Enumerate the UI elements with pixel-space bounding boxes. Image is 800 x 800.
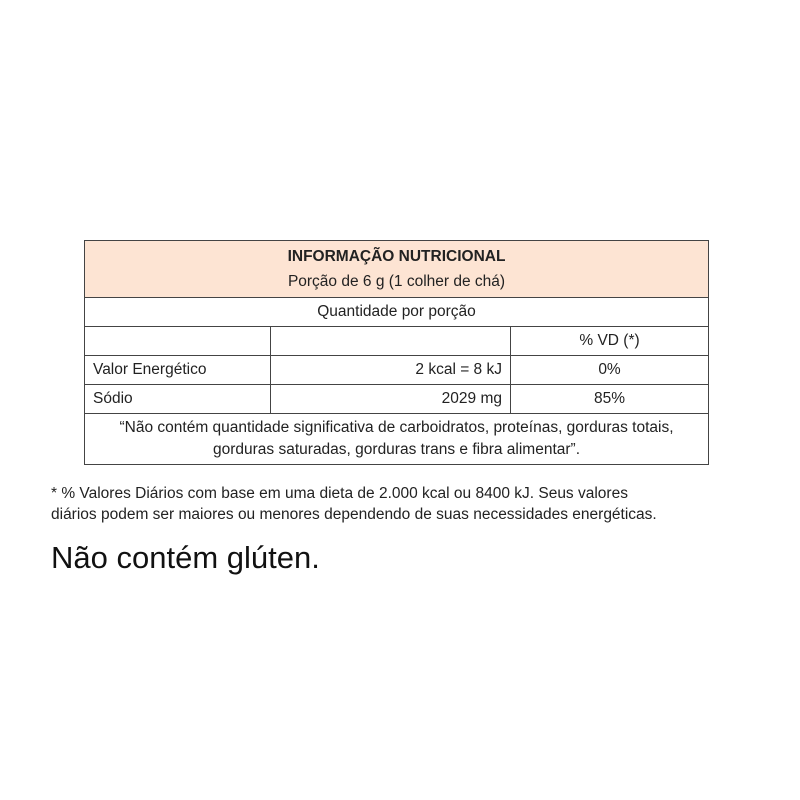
nutrient-amount: 2 kcal = 8 kJ xyxy=(271,356,511,385)
nutrient-amount: 2029 mg xyxy=(271,385,511,414)
vd-column-header: % VD (*) xyxy=(511,327,709,356)
nutrient-vd: 85% xyxy=(511,385,709,414)
quantity-per-portion-label: Quantidade por porção xyxy=(85,298,709,327)
portion-size: Porção de 6 g (1 colher de chá) xyxy=(287,273,506,290)
nutrient-vd: 0% xyxy=(511,356,709,385)
nutrient-name: Valor Energético xyxy=(85,356,271,385)
table-header xyxy=(85,241,709,298)
quantity-header-row xyxy=(85,298,709,327)
footnote-line: * % Valores Diários com base em uma dieta de 2.000 kcal ou 8400 kJ. Seus valores xyxy=(51,485,628,502)
table-row xyxy=(85,356,709,385)
empty-header-cell xyxy=(271,327,511,356)
nutrient-name: Sódio xyxy=(85,385,271,414)
footnote-line: diários podem ser maiores ou menores dependendo de suas necessidades energéticas. xyxy=(51,506,657,523)
table-title: INFORMAÇÃO NUTRICIONAL xyxy=(287,248,506,265)
nutrition-facts-table xyxy=(84,240,709,465)
column-header-row xyxy=(85,327,709,356)
table-row xyxy=(85,385,709,414)
table-header-row xyxy=(85,241,709,298)
note-row xyxy=(85,414,709,465)
insignificant-nutrients-note: “Não contém quantidade significativa de carboidratos, proteínas, gorduras totais, gorduras saturadas, gorduras trans e fibra alimentar”. xyxy=(85,414,709,465)
daily-values-footnote xyxy=(51,483,751,525)
gluten-free-statement: Não contém glúten. xyxy=(51,540,320,575)
empty-header-cell xyxy=(85,327,271,356)
